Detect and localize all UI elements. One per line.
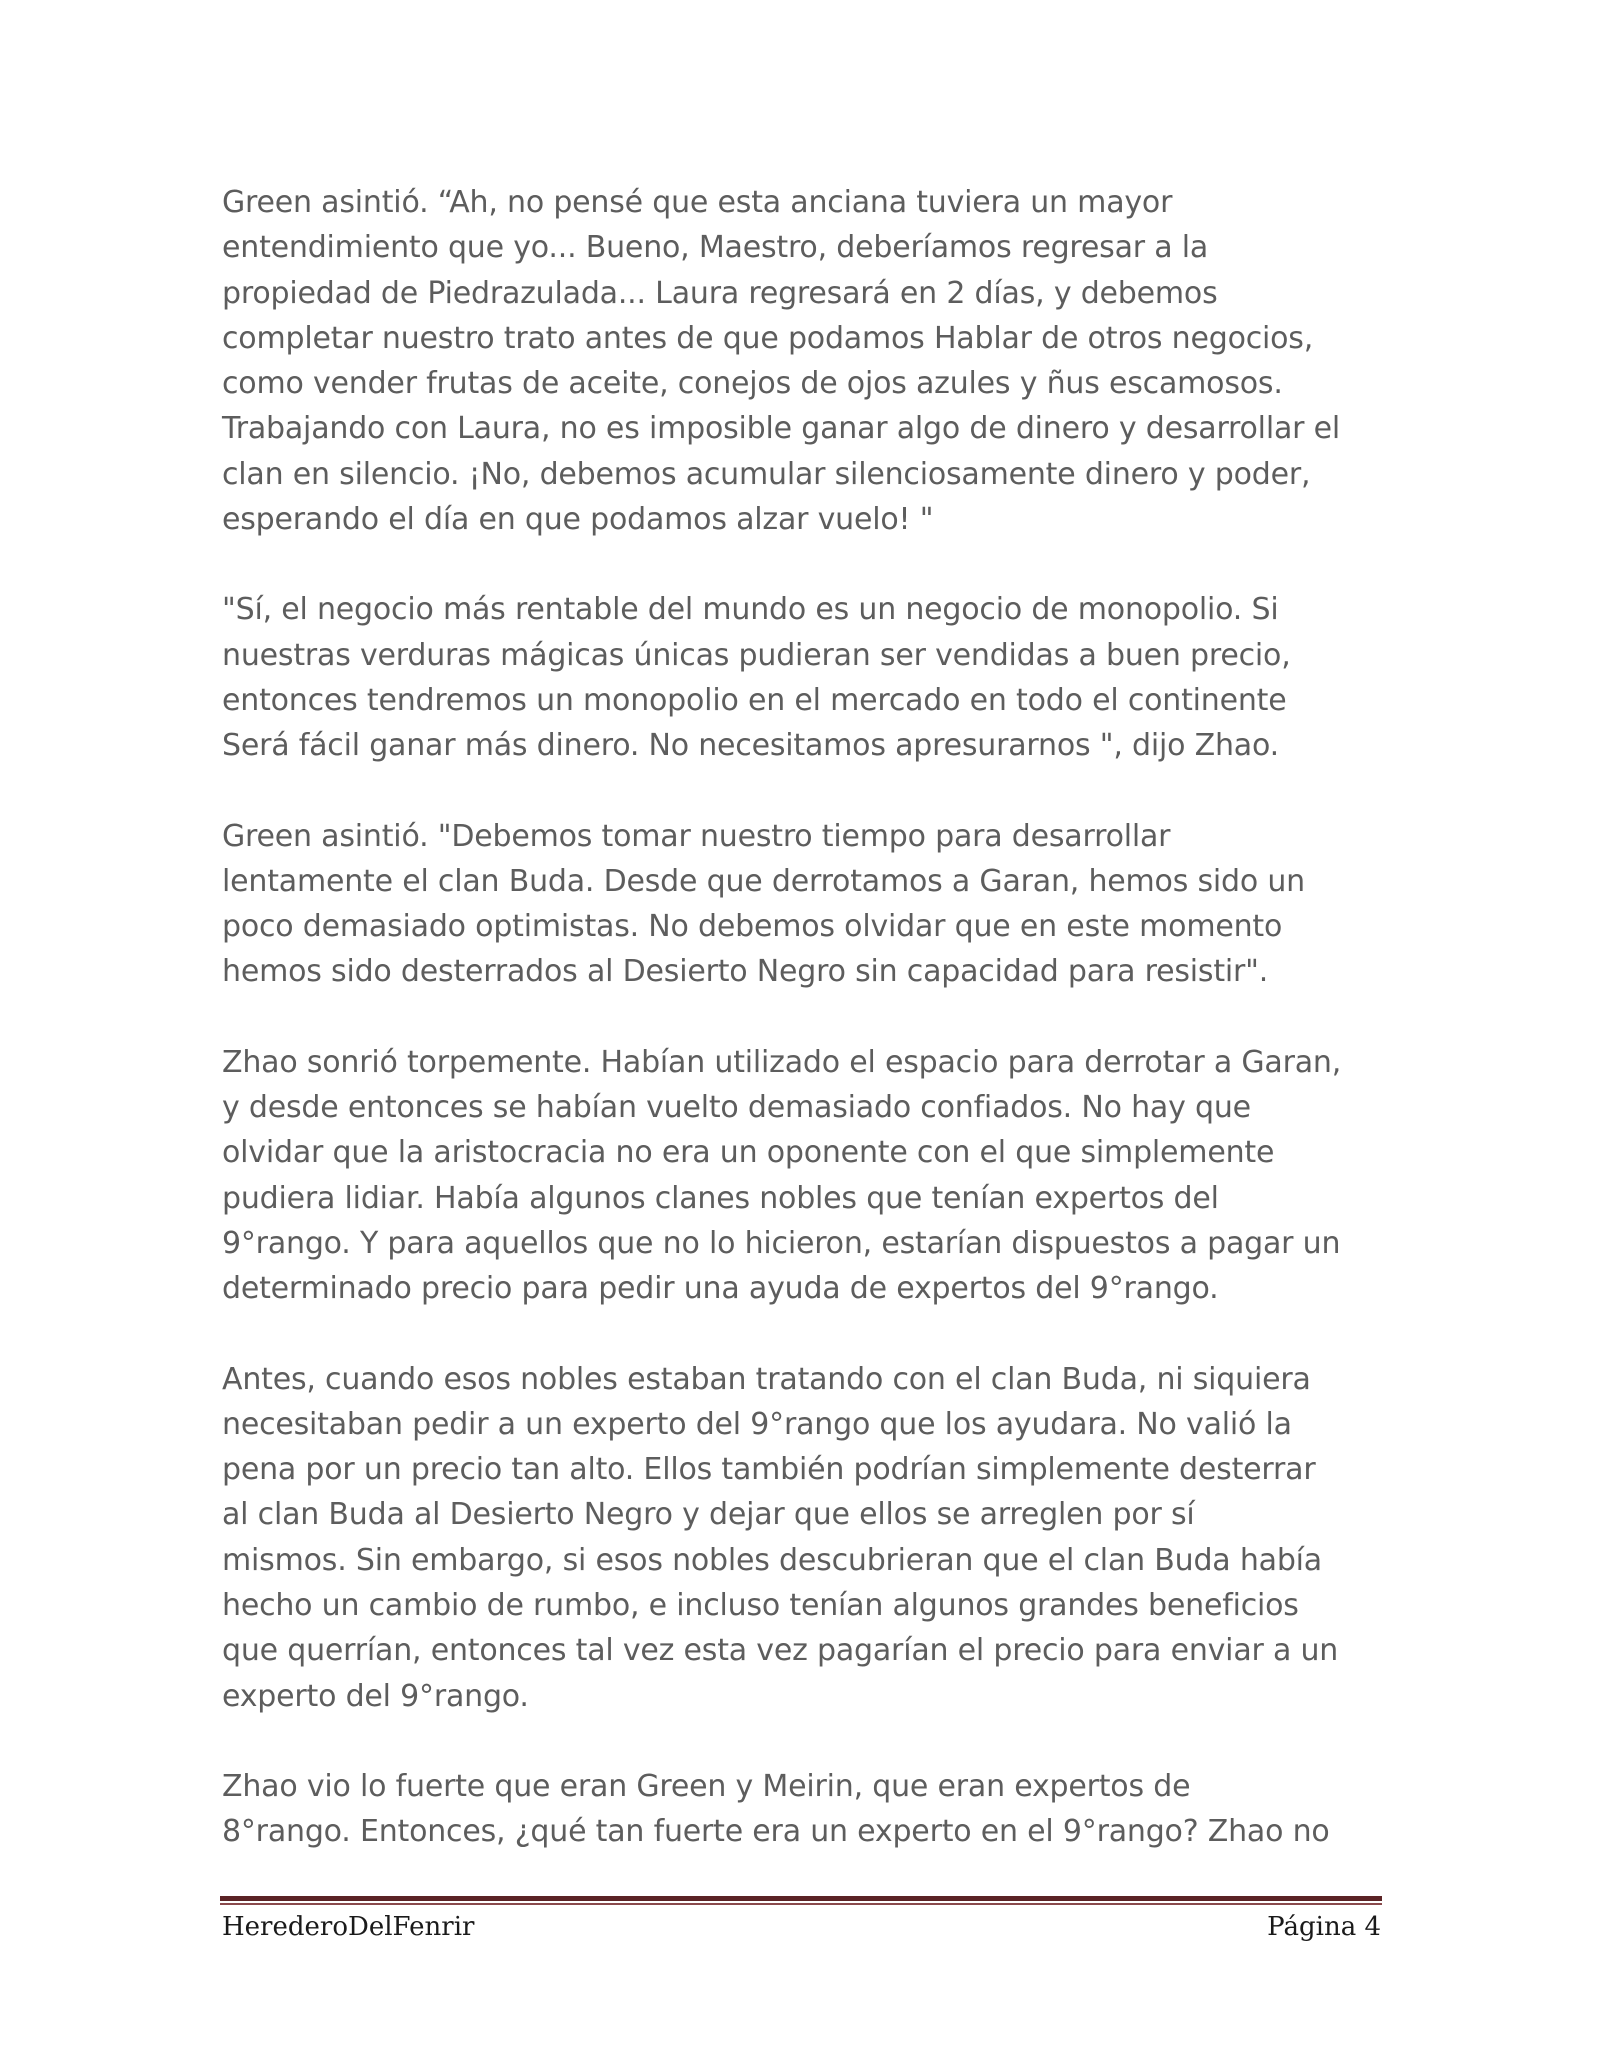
footer-author: HerederoDelFenrir [222, 1912, 475, 1942]
text-line: experto del 9°rango. [222, 1678, 529, 1714]
paragraph [222, 1040, 1382, 1312]
text-line: 8°rango. Entonces, ¿qué tan fuerte era un experto en el 9°rango? Zhao no [222, 1814, 1330, 1850]
text-line: nuestras verduras mágicas únicas pudieran ser vendidas a buen precio, [222, 637, 1291, 673]
paragraph [222, 814, 1382, 995]
paragraph [222, 1764, 1382, 1855]
text-line: entonces tendremos un monopolio en el mercado en todo el continente [222, 682, 1287, 718]
text-line: poco demasiado optimistas. No debemos olvidar que en este momento [222, 909, 1283, 945]
text-line: Green asintió. “Ah, no pensé que esta anciana tuviera un mayor [222, 185, 1173, 220]
text-line: Zhao vio lo fuerte que eran Green y Meirin, que eran expertos de [222, 1768, 1191, 1804]
text-line: 9°rango. Y para aquellos que no lo hicieron, estarían dispuestos a pagar un [222, 1225, 1341, 1261]
paragraph [222, 587, 1382, 768]
text-line: y desde entonces se habían vuelto demasiado confiados. No hay que [222, 1090, 1251, 1126]
text-line: olvidar que la aristocracia no era un oponente con el que simplemente [222, 1135, 1275, 1171]
text-line: Antes, cuando esos nobles estaban tratando con el clan Buda, ni siquiera [222, 1361, 1311, 1397]
footer-divider [220, 1896, 1382, 1901]
text-line: al clan Buda al Desierto Negro y dejar que ellos se arreglen por sí [222, 1497, 1195, 1533]
text-line: clan en silencio. ¡No, debemos acumular silenciosamente dinero y poder, [222, 456, 1311, 492]
text-line: hecho un cambio de rumbo, e incluso tenían algunos grandes beneficios [222, 1588, 1299, 1624]
text-line: Será fácil ganar más dinero. No necesitamos apresurarnos ", dijo Zhao. [222, 728, 1279, 764]
text-line: Trabajando con Laura, no es imposible ganar algo de dinero y desarrollar el [222, 411, 1340, 447]
document-body [222, 180, 1382, 1900]
paragraph [222, 1357, 1382, 1719]
text-line: pudiera lidiar. Había algunos clanes nobles que tenían expertos del [222, 1180, 1219, 1216]
text-line: pena por un precio tan alto. Ellos también podrían simplemente desterrar [222, 1452, 1316, 1488]
text-line: necesitaban pedir a un experto del 9°rango que los ayudara. No valió la [222, 1406, 1292, 1442]
text-line: Green asintió. "Debemos tomar nuestro tiempo para desarrollar [222, 818, 1171, 854]
text-line: esperando el día en que podamos alzar vuelo! " [222, 502, 934, 538]
text-line: hemos sido desterrados al Desierto Negro sin capacidad para resistir". [222, 954, 1269, 990]
text-line: que querrían, entonces tal vez esta vez pagarían el precio para enviar a un [222, 1633, 1339, 1669]
text-line: como vender frutas de aceite, conejos de ojos azules y ñus escamosos. [222, 366, 1283, 402]
footer-divider-thin [220, 1903, 1382, 1905]
text-line: determinado precio para pedir una ayuda de expertos del 9°rango. [222, 1271, 1219, 1307]
text-line: mismos. Sin embargo, si esos nobles descubrieran que el clan Buda había [222, 1542, 1322, 1578]
text-line: Zhao sonrió torpemente. Habían utilizado el espacio para derrotar a Garan, [222, 1044, 1342, 1080]
text-line: entendimiento que yo... Bueno, Maestro, deberíamos regresar a la [222, 230, 1209, 266]
text-line: propiedad de Piedrazulada... Laura regresará en 2 días, y debemos [222, 275, 1218, 311]
paragraph [222, 180, 1382, 542]
text-line: lentamente el clan Buda. Desde que derrotamos a Garan, hemos sido un [222, 863, 1305, 899]
footer-page-number: Página 4 [1267, 1912, 1381, 1942]
text-line: "Sí, el negocio más rentable del mundo es un negocio de monopolio. Si [222, 592, 1279, 628]
text-line: completar nuestro trato antes de que podamos Hablar de otros negocios, [222, 320, 1314, 356]
